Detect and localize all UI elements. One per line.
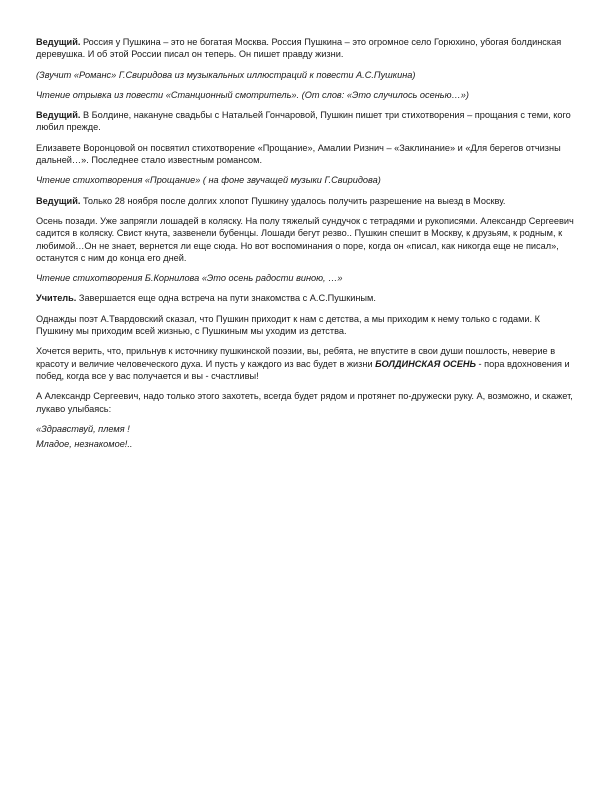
paragraph-text: - пора вдохновения и побед, когда все у вас получается и вы - счастливы! [36, 358, 570, 381]
paragraph-vorontsova: Елизавете Воронцовой он посвятил стихотворение «Прощание», Амалии Ризнич – «Заклинание» и «Для берегов отчизны дальней…». Последнее стало известным романсом. [36, 142, 561, 166]
document-page [36, 36, 576, 450]
stage-direction-kornilov: Чтение стихотворения Б.Корнилова «Это осень радости виною, …» [36, 273, 343, 284]
stage-direction-romance: (Звучит «Романс» Г.Свиридова из музыкальных иллюстраций к повести А.С.Пушкина) [36, 69, 416, 80]
stage-direction-reading: Чтение отрывка из повести «Станционный смотритель». (От слов: «Это случилось осенью…») [36, 89, 469, 100]
paragraph-text: Завершается еще одна встреча на пути знакомства с А.С.Пушкиным. [76, 293, 376, 304]
highlight-boldino-autumn: БОЛДИНСКАЯ ОСЕНЬ [375, 358, 476, 369]
speaker-label: Ведущий. [36, 195, 81, 206]
stage-direction-farewell: Чтение стихотворения «Прощание» ( на фоне звучащей музыки Г.Свиридова) [36, 175, 381, 186]
paragraph-autumn: Осень позади. Уже запрягли лошадей в коляску. На полу тяжелый сундучок с тетрадями и рукописями. Александр Сергеевич садится в коляску. Свист кнута, зазвенели бубенцы. Лошади бегут резво.. Пушкин спешит в Москву, к друзьям, к родным, к любимой…Он не знает, вернется ли еще сюда. Но вот воспоминания о поре, когда он «писал, как никогда еще не писал», останутся с ним до конца его дней. [36, 215, 574, 263]
paragraph-host-november [36, 195, 576, 207]
paragraph-host-boldino [36, 109, 576, 134]
paragraph-closing: А Александр Сергеевич, надо только этого захотеть, всегда будет рядом и протянет по-дружески руку. А, возможно, и скажет, лукаво улыбаясь: [36, 391, 573, 414]
paragraph-teacher [36, 292, 576, 304]
speaker-label: Ведущий. [36, 37, 81, 47]
paragraph-text: В Болдине, накануне свадьбы с Натальей Гончаровой, Пушкин пишет три стихотворения – прощания с теми, кого любил прежде. [36, 110, 571, 133]
paragraph-host-russia [36, 36, 576, 61]
speaker-label: Ведущий. [36, 110, 81, 121]
poem-line-2: Младое, незнакомое!.. [36, 439, 133, 450]
paragraph-tvardovsky: Однажды поэт А.Твардовский сказал, что Пушкин приходит к нам с детства, а мы приходим к нему только с годами. К Пушкину мы приходим всей жизнью, с Пушкиным мы уходим из детства. [36, 313, 541, 337]
paragraph-text: Россия у Пушкина – это не богатая Москва. Россия Пушкина – это огромное село Горюхино, убогая болдинская деревушка. И об этой России писал он теперь. Он пишет правду жизни. [36, 37, 562, 60]
paragraph-text: Только 28 ноября после долгих хлопот Пушкину удалось получить разрешение на выезд в Москву. [80, 195, 506, 206]
poem-line-1: «Здравствуй, племя ! [36, 423, 130, 434]
speaker-label: Учитель. [36, 293, 77, 304]
paragraph-wish [36, 345, 576, 382]
paragraph-text: Хочется верить, что, прильнув к источнику пушкинской поэзии, вы, ребята, не впустите в свои души пошлость, неверие в красоту и величие человеческого духа. И пусть у каждого из вас будет в жизни [36, 346, 556, 369]
